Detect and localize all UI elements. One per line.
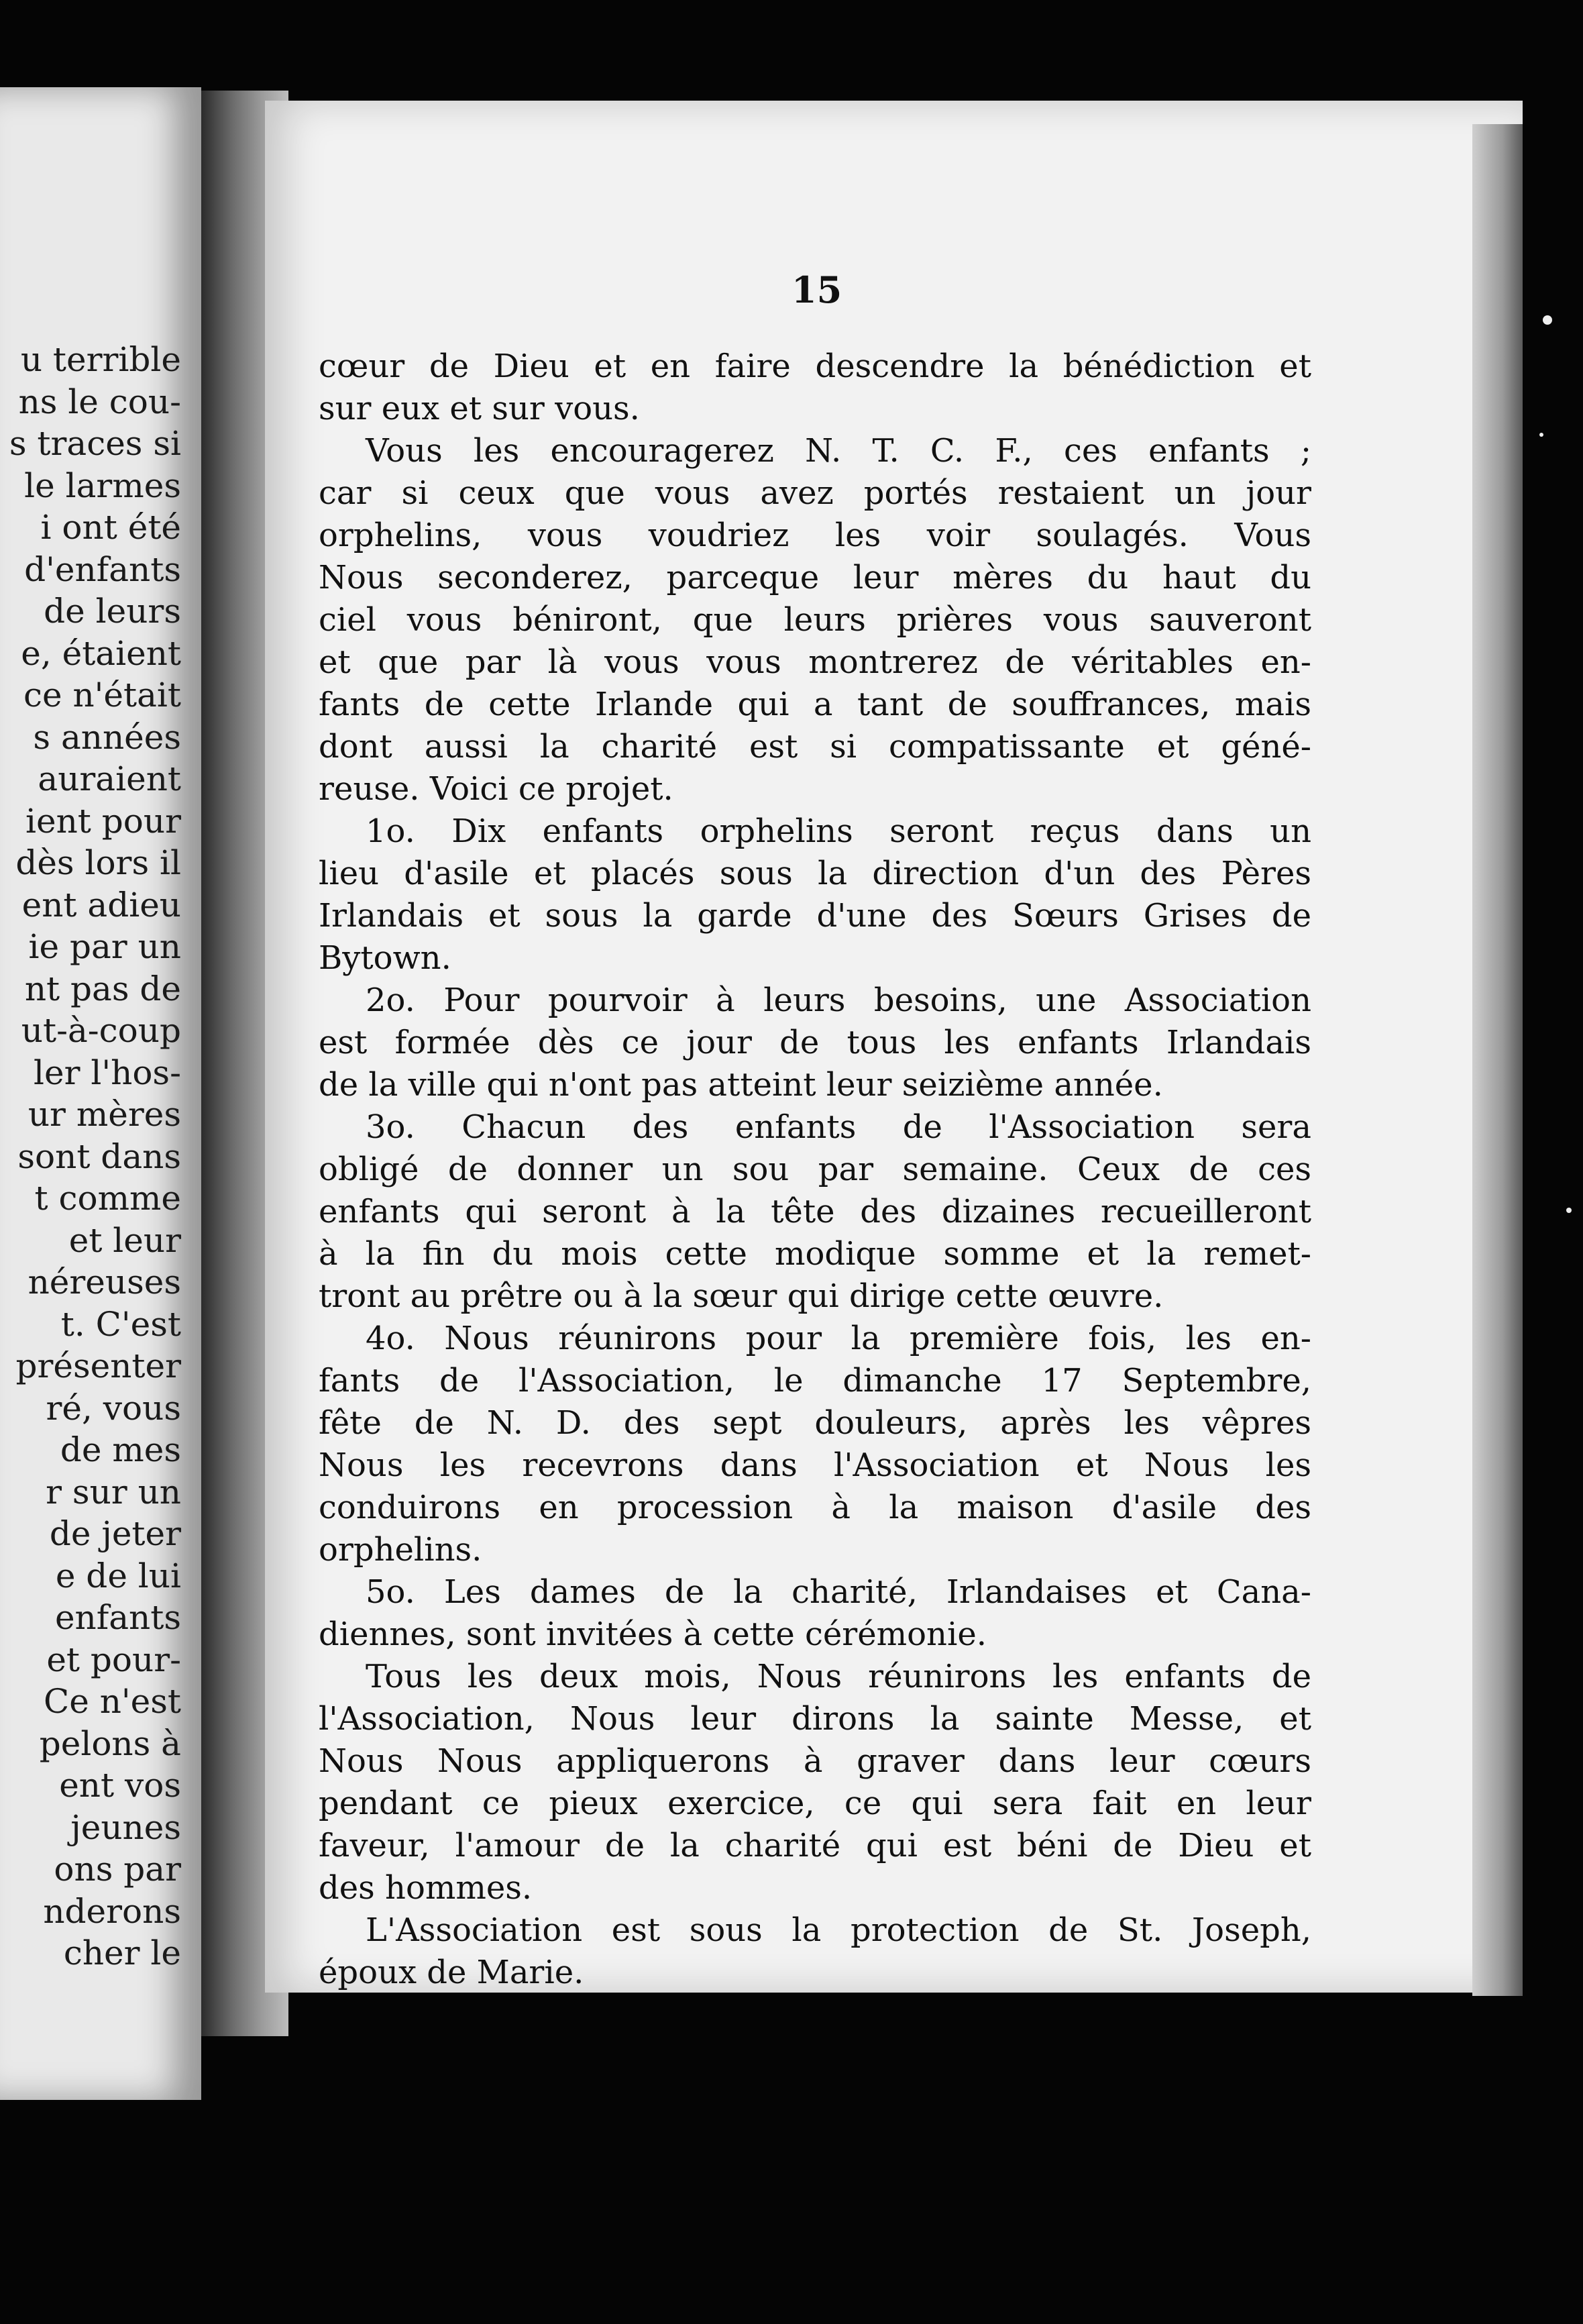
left-page-line: u terrible (20, 340, 181, 379)
text-line: des hommes. (319, 1869, 533, 1907)
paragraph (319, 810, 1311, 980)
left-page-line: néreuses (28, 1263, 181, 1302)
paragraph (319, 430, 1311, 810)
left-page-text-column (0, 339, 181, 1974)
left-page-line: dès lors il (15, 843, 181, 882)
paragraph (319, 346, 1311, 430)
left-page-line: e, étaient (21, 633, 181, 673)
text-line: 4o. Nous réunirons pour la première fois, les en- (366, 1320, 1311, 1357)
left-page-line: pelons à (39, 1724, 181, 1763)
text-line: orphelins. (319, 1531, 482, 1569)
left-page-line: cher le (63, 1934, 181, 1972)
text-line: L'Association est sous la protection de St. Joseph, (366, 1911, 1311, 1949)
text-line: pendant ce pieux exercice, ce qui sera fait en leur (319, 1785, 1311, 1822)
left-page-line: ut-à-coup (21, 1011, 181, 1050)
left-page-line: ré, vous (46, 1388, 181, 1428)
text-line: cœur de Dieu et en faire descendre la bénédiction et (319, 348, 1311, 385)
text-line: à la fin du mois cette modique somme et la remet- (319, 1235, 1311, 1273)
left-page-line: nderons (43, 1891, 181, 1931)
left-page-line: ons par (54, 1850, 181, 1889)
left-page-line: t. C'est (60, 1304, 181, 1344)
paragraph (319, 1106, 1311, 1318)
page-edge-shadow (1472, 124, 1523, 1996)
text-line: Nous les recevrons dans l'Association et Nous les (319, 1446, 1311, 1484)
text-line: tront au prêtre ou à la sœur qui dirige cette œuvre. (319, 1277, 1164, 1315)
left-page-line: e de lui (55, 1556, 181, 1595)
paragraph (319, 1318, 1311, 1571)
text-line: époux de Marie. (319, 1954, 584, 1991)
text-line: dont aussi la charité est si compatissante et géné- (319, 728, 1311, 765)
text-line: sur eux et sur vous. (319, 390, 640, 427)
left-page-line: ns le cou- (18, 382, 181, 421)
text-line: Irlandais et sous la garde d'une des Sœurs Grises de (319, 897, 1311, 935)
text-line: conduirons en procession à la maison d'asile des (319, 1489, 1311, 1526)
text-line: 2o. Pour pourvoir à leurs besoins, une Association (366, 982, 1311, 1019)
text-line: Tous les deux mois, Nous réunirons les enfants de (366, 1658, 1311, 1695)
left-page-line: t comme (34, 1179, 181, 1218)
left-facing-page (0, 87, 201, 2100)
text-line: 3o. Chacun des enfants de l'Association sera (366, 1108, 1311, 1146)
text-line: diennes, sont invitées à cette cérémonie. (319, 1616, 987, 1653)
left-page-line: ent adieu (21, 885, 181, 925)
text-line: car si ceux que vous avez portés restaient un jour (319, 474, 1311, 512)
text-line: lieu d'asile et placés sous la direction d'un des Pères (319, 855, 1311, 892)
left-page-line: de mes (60, 1430, 181, 1469)
left-page-line: présenter (15, 1346, 181, 1385)
left-page-line: le larmes (24, 466, 181, 505)
left-page-line: ur mères (28, 1095, 181, 1134)
left-page-line: s années (33, 717, 181, 757)
text-line: l'Association, Nous leur dirons la sainte Messe, et (319, 1700, 1311, 1738)
left-page-line: sont dans (17, 1137, 181, 1176)
dust-speck (1539, 433, 1543, 437)
page-number: 15 (791, 268, 842, 311)
left-page-line: nt pas de (24, 969, 181, 1008)
text-line: et que par là vous vous montrerez de véritables en- (319, 643, 1311, 681)
text-line: ciel vous béniront, que leurs prières vous sauveront (319, 601, 1311, 639)
page-body-text (319, 346, 1311, 1994)
text-line: de la ville qui n'ont pas atteint leur seizième année. (319, 1066, 1163, 1104)
text-line: Nous Nous appliquerons à graver dans leur cœurs (319, 1742, 1311, 1780)
dust-speck (1566, 1208, 1572, 1213)
left-page-line: s traces si (9, 424, 181, 463)
left-page-line: et pour- (46, 1640, 181, 1679)
dust-speck (1543, 315, 1552, 325)
text-line: orphelins, vous voudriez les voir soulagés. Vous (319, 517, 1311, 554)
left-page-line: i ont été (40, 508, 181, 547)
text-line: est formée dès ce jour de tous les enfants Irlandais (319, 1024, 1311, 1061)
text-line: obligé de donner un sou par semaine. Ceux de ces (319, 1151, 1311, 1188)
left-page-line: ent vos (59, 1766, 181, 1805)
left-page-line: r sur un (46, 1472, 181, 1512)
paragraph (319, 1656, 1311, 1909)
left-page-line: Ce n'est (43, 1682, 181, 1721)
text-line: Bytown. (319, 939, 451, 977)
left-page-line: ler l'hos- (34, 1053, 181, 1092)
paragraph (319, 1571, 1311, 1656)
left-page-line: ient pour (25, 801, 181, 841)
text-line: 5o. Les dames de la charité, Irlandaises et Cana- (366, 1573, 1311, 1611)
paragraph (319, 980, 1311, 1106)
left-page-line: ce n'était (23, 676, 181, 715)
left-page-line: d'enfants (24, 549, 181, 589)
left-page-line: et leur (68, 1220, 181, 1260)
left-page-line: jeunes (70, 1807, 181, 1847)
text-line: fants de cette Irlande qui a tant de souffrances, mais (319, 686, 1311, 723)
text-line: enfants qui seront à la tête des dizaines recueilleront (319, 1193, 1311, 1230)
left-page-line: ie par un (28, 927, 181, 966)
paragraph (319, 1909, 1311, 1994)
text-line: fants de l'Association, le dimanche 17 Septembre, (319, 1362, 1311, 1399)
left-page-line: auraient (38, 759, 181, 798)
text-line: Nous seconderez, parceque leur mères du haut du (319, 559, 1311, 596)
text-line: reuse. Voici ce projet. (319, 770, 673, 808)
left-page-line: de jeter (49, 1514, 181, 1553)
left-page-line: de leurs (44, 592, 181, 631)
text-line: 1o. Dix enfants orphelins seront reçus dans un (366, 812, 1311, 850)
text-line: faveur, l'amour de la charité qui est béni de Dieu et (319, 1827, 1311, 1864)
text-line: Vous les encouragerez N. T. C. F., ces enfants ; (366, 432, 1311, 470)
left-page-line: enfants (54, 1598, 181, 1637)
text-line: fête de N. D. des sept douleurs, après les vêpres (319, 1404, 1311, 1442)
